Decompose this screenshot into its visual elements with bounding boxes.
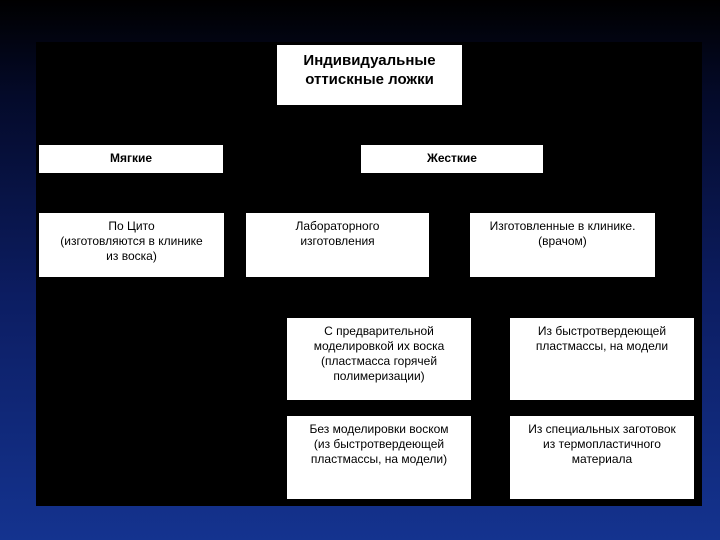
category-soft: Мягкие <box>39 145 223 173</box>
node-lab: Лабораторного изготовления <box>246 213 429 277</box>
node-cito: По Цито (изготовляются в клинике из воска) <box>39 213 224 277</box>
diagram-board <box>36 42 702 506</box>
node-thermo: Из специальных заготовок из термопластичного материала <box>510 416 694 499</box>
node-fast-model: Из быстротвердеющей пластмассы, на модели <box>510 318 694 400</box>
category-hard: Жесткие <box>361 145 543 173</box>
diagram-title: Индивидуальные оттискные ложки <box>277 45 462 105</box>
node-wax-model: С предварительной моделировкой их воска (пластмасса горячей полимеризации) <box>287 318 471 400</box>
node-clinic: Изготовленные в клинике. (врачом) <box>470 213 655 277</box>
node-no-wax: Без моделировки воском (из быстротвердеющей пластмассы, на модели) <box>287 416 471 499</box>
